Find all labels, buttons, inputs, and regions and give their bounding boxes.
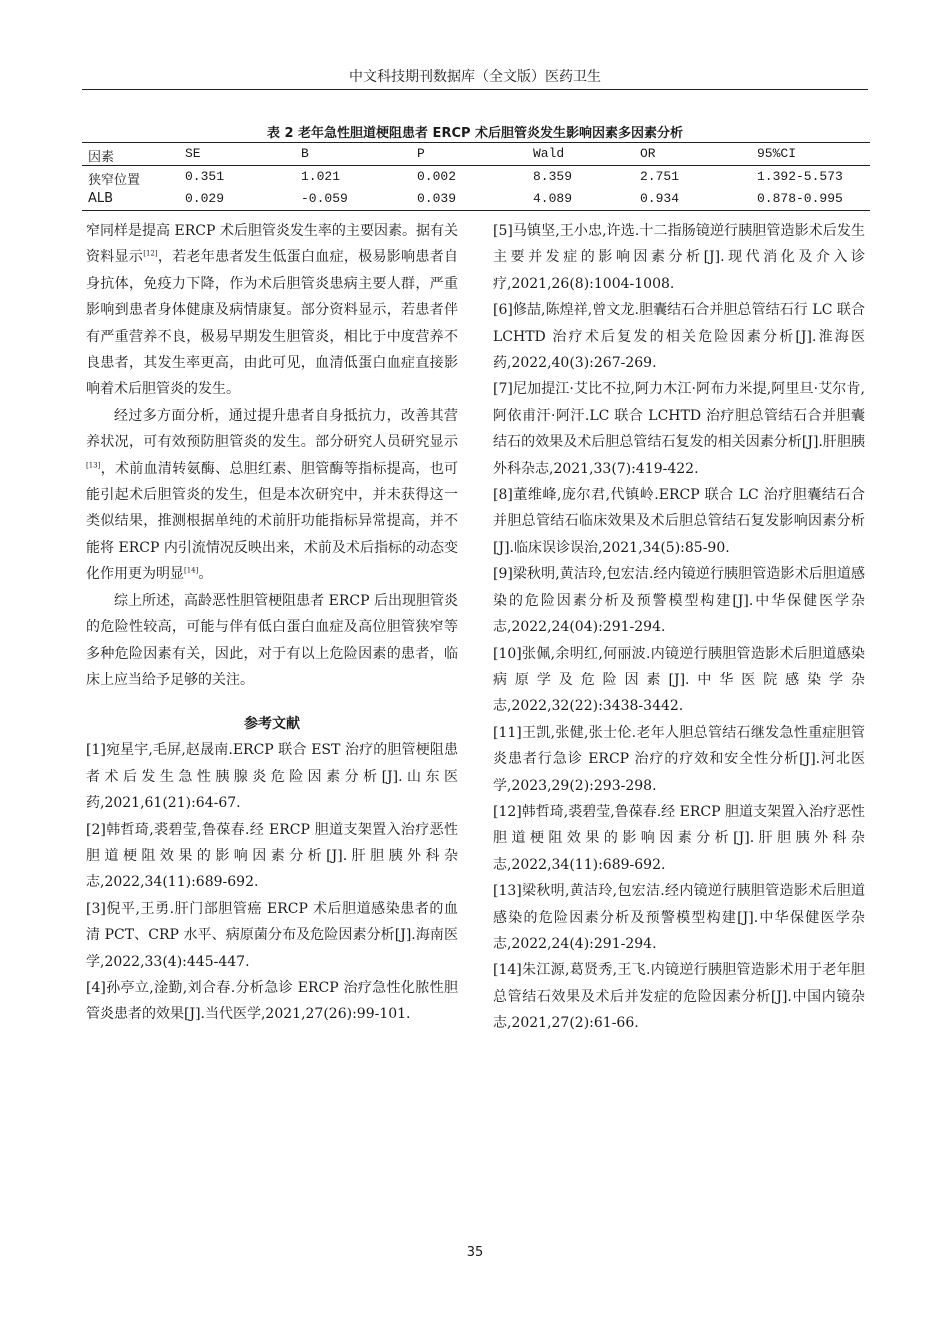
- table-cell: 0.934: [640, 191, 680, 206]
- left-column: [86, 218, 458, 1028]
- citation: [13]: [86, 461, 101, 469]
- reference-item: [4]孙亭立,淦勤,刘合春.分析急诊 ERCP 治疗急性化脓性胆管炎患者的效果[J].当代医学,2021,27(26):99-101.: [86, 979, 458, 1023]
- table-cell: 0.029: [185, 191, 225, 206]
- reference-item: [12]韩哲琦,裘碧莹,鲁葆春.经 ERCP 胆道支架置入治疗恶性胆道梗阻效果的影响因素分析[J].肝胆胰外科杂志,2022,34(11):689-692.: [493, 803, 865, 873]
- table-header-cell: B: [301, 146, 309, 161]
- paragraph-text: ，术前血清转氨酶、总胆红素、胆管酶等指标提高，也可能引起术后胆管炎的发生，但是本次研究中，并未获得这一类似结果，推测根据单纯的术前肝功能指标异常提高，并不能将 ERCP 内引流情况反映出来，术前及术后指标的动态变化作用更为明显: [86, 460, 458, 583]
- paragraph-text: ，若老年患者发生低蛋白血症，极易影响患者自身抗体，免疫力下降，作为术后胆管炎患病主要人群，严重影响到患者身体健康及病情康复。部分资料显示，若患者伴有严重营养不良，极易早期发生胆管炎，相比于中度营养不良患者，其发生率更高，由此可见，血清低蛋白血症直接影响着术后胆管炎的发生。: [86, 249, 459, 398]
- table-header-cell: 因素: [88, 150, 115, 165]
- table-cell: 0.878-0.995: [757, 191, 843, 206]
- reference-item: [5]马镇坚,王小忠,许选.十二指肠镜逆行胰胆管造影术后发生主要并发症的影响因素分析[J].现代消化及介入诊疗,2021,26(8):1004-1008.: [493, 223, 865, 292]
- table-cell: 狭窄位置: [88, 173, 141, 188]
- reference-item: [2]韩哲琦,裘碧莹,鲁葆春.经 ERCP 胆道支架置入治疗恶性胆道梗阻效果的影响因素分析[J].肝胆胰外科杂志,2022,34(11):689-692.: [86, 821, 458, 891]
- reference-item: [8]董维峰,庞尔君,代镇岭.ERCP 联合 LC 治疗胆囊结石合并胆总管结石临床效果及术后胆总管结石复发影响因素分析[J].临床误诊误治,2021,34(5):85-90.: [493, 487, 865, 556]
- table-cell: ALB: [88, 191, 114, 206]
- citation: [12]: [143, 249, 158, 258]
- references-heading: 参考文献: [244, 716, 300, 733]
- right-column: [493, 218, 865, 1037]
- body-paragraph: 综上所述，高龄恶性胆管梗阻患者 ERCP 后出现胆管炎的危险性较高，可能与伴有低白蛋白血症及高位胆管狭窄等多种危险因素有关，因此，对于有以上危险因素的患者，临床上应当给予足够的关注。: [86, 592, 458, 688]
- table-header-cell: OR: [640, 146, 656, 161]
- table-row: [82, 188, 870, 210]
- citation: [14]: [184, 566, 199, 575]
- table-cell: 4.089: [533, 191, 573, 206]
- table-cell: 1.021: [301, 169, 341, 184]
- table-cell: 8.359: [533, 169, 573, 184]
- running-header: 中文科技期刊数据库（全文版）医药卫生: [349, 69, 601, 85]
- body-paragraph: [86, 218, 458, 403]
- reference-item: [13]梁秋明,黄洁玲,包宏洁.经内镜逆行胰胆管造影术后胆道感染的危险因素分析及预警模型构建[J].中华保健医学杂志,2022,24(4):291-294.: [493, 883, 865, 952]
- reference-item: [10]张佩,余明红,何丽波.内镜逆行胰胆管造影术后胆道感染病原学及危险因素[J].中华医院感染学杂志,2022,32(22):3438-3442.: [493, 645, 865, 715]
- table-cell: -0.059: [301, 191, 348, 206]
- reference-item: [3]倪平,王勇.肝门部胆管癌 ERCP 术后胆道感染患者的血清 PCT、CRP 水平、病原菌分布及危险因素分析[J].海南医学,2022,33(4):445-447.: [86, 900, 458, 970]
- paragraph-text: 窄同样是提高 ERCP 术后胆管炎发生率的主要因素。据有关资料显示: [86, 223, 458, 266]
- table-row: [82, 166, 870, 188]
- table-header-cell: SE: [185, 146, 201, 161]
- reference-item: [6]修喆,陈煌祥,曾文龙.胆囊结石合并胆总管结石行 LC 联合 LCHTD 治疗术后复发的相关危险因素分析[J].淮海医药,2022,40(3):267-269.: [493, 302, 865, 372]
- results-table: [82, 142, 870, 211]
- table-cell: 0.002: [417, 169, 457, 184]
- table-caption: 表 2 老年急性胆道梗阻患者 ERCP 术后胆管炎发生影响因素多因素分析: [266, 126, 684, 141]
- header-divider: [82, 89, 868, 90]
- reference-item: [1]宛星宇,毛屏,赵晟南.ERCP 联合 EST 治疗的胆管梗阻患者术后发生急性胰腺炎危险因素分析[J].山东医药,2021,61(21):64-67.: [86, 742, 458, 812]
- paragraph-text: 。: [198, 566, 213, 583]
- table-cell: 2.751: [640, 169, 680, 184]
- reference-item: [9]梁秋明,黄洁玲,包宏洁.经内镜逆行胰胆管造影术后胆道感染的危险因素分析及预警模型构建[J].中华保健医学杂志,2022,24(04):291-294.: [493, 566, 865, 636]
- table-header-row: [82, 143, 870, 166]
- reference-item: [14]朱江源,葛贤秀,王飞.内镜逆行胰胆管造影术用于老年胆总管结石效果及术后并发症的危险因素分析[J].中国内镜杂志,2021,27(2):61-66.: [493, 962, 865, 1032]
- paragraph-text: 经过多方面分析，通过提升患者自身抵抗力，改善其营养状况，可有效预防胆管炎的发生。部分研究人员研究显示: [86, 407, 458, 451]
- body-paragraph: [86, 403, 458, 588]
- table-cell: 0.351: [185, 169, 225, 184]
- table-cell: 1.392-5.573: [757, 169, 843, 184]
- table-header-cell: Wald: [533, 146, 565, 161]
- reference-item: [7]尼加提江·艾比不拉,阿力木江·阿布力米提,阿里旦·艾尔肯,阿依甫汗·阿汗.LC 联合 LCHTD 治疗胆总管结石合并胆囊结石的效果及术后胆总管结石复发的相关因素分析[J].肝胆胰外科杂志,2021,33(7):419-422.: [493, 381, 865, 477]
- page-number: 35: [466, 1245, 484, 1260]
- table-header-cell: P: [417, 146, 425, 161]
- table-header-cell: 95%CI: [757, 146, 797, 161]
- reference-item: [11]王凯,张健,张士伦.老年人胆总管结石继发急性重症胆管炎患者行急诊 ERCP 治疗的疗效和安全性分析[J].河北医学,2023,29(2):293-298.: [493, 724, 865, 794]
- table-cell: 0.039: [417, 191, 457, 206]
